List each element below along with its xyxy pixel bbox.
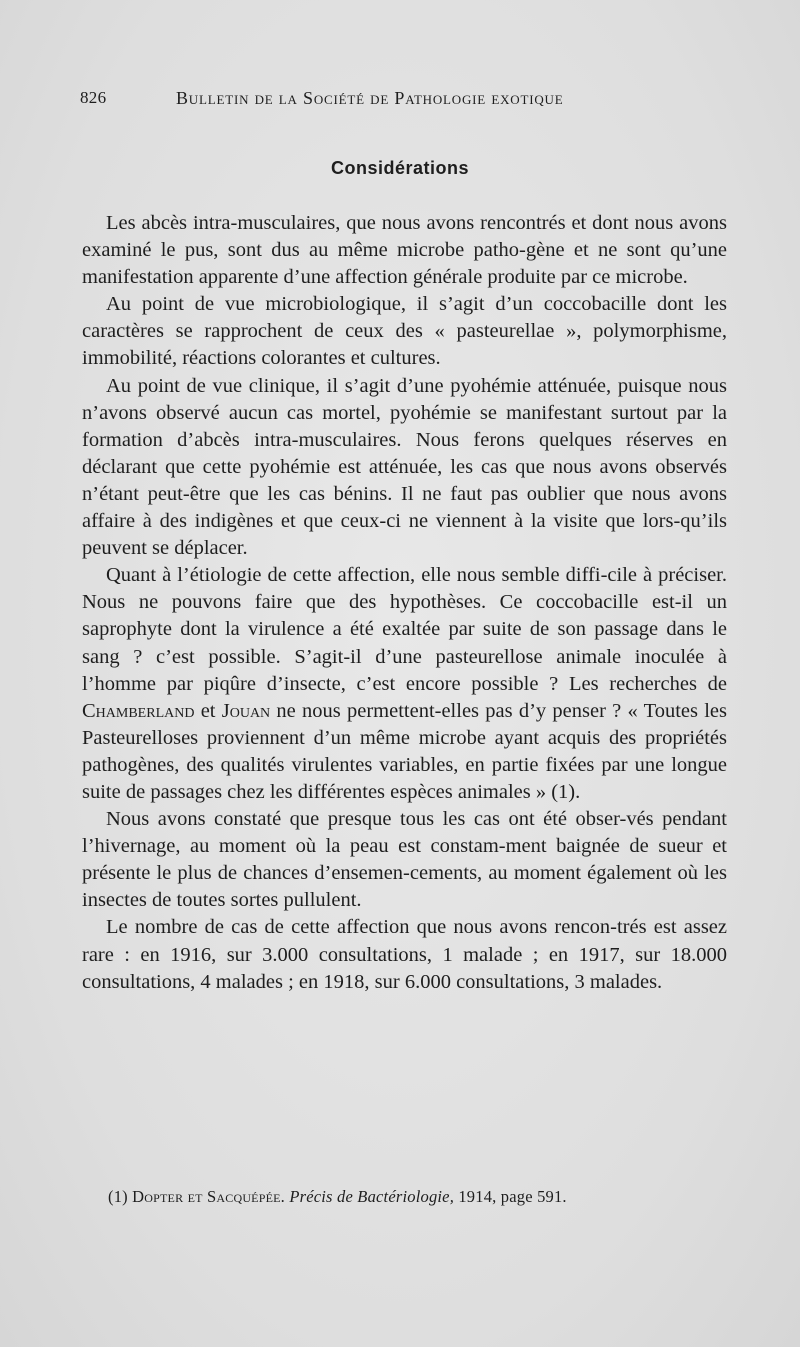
footnote-authors: Dopter et Sacquépée. bbox=[132, 1187, 285, 1206]
journal-title: Bulletin de la Société de Pathologie exotique bbox=[176, 88, 564, 108]
running-header bbox=[80, 88, 720, 114]
footnote-details: 1914, page 591. bbox=[458, 1187, 567, 1206]
body-text bbox=[82, 210, 727, 996]
paragraph-text: ne nous permettent-elles pas d’y penser ? « Toutes les Pasteurelloses proviennent d’un même microbe ayant acquis des propriétés pathogènes, des qualités virulentes variables, en partie fixées par une longue suite de passages chez les différentes espèces animales » (1). bbox=[82, 699, 728, 803]
paragraph: Le nombre de cas de cette affection que nous avons rencon-trés est assez rare : en 1916, sur 3.000 consultations, 1 malade ; en 1917, sur 18.000 consultations, 4 malades ; en 1918, sur 6.000 consultations, 3 malades. bbox=[82, 916, 727, 993]
section-heading: Considérations bbox=[330, 158, 470, 178]
paragraph: Au point de vue microbiologique, il s’agit d’un coccobacille dont les caractères se rapprochent de ceux des « pasteurellae », polymorphisme, immobilité, réactions colorantes et cultures. bbox=[82, 293, 727, 370]
author-name: Chamberland bbox=[82, 699, 195, 722]
author-name: Jouan bbox=[221, 699, 271, 722]
paragraph-text: Quant à l’étiologie de cette affection, elle nous semble diffi-cile à préciser. Nous ne pouvons faire que des hypothèses. Ce coccobacille est-il un saprophyte dont la virulence a été exaltée par suite de son passage dans le sang ? c’est possible. S’agit-il d’une pasteurellose animale inoculée à l’homme par piqûre d’insecte, c’est encore possible ? Les recherches de bbox=[82, 564, 727, 695]
footnote-title: Précis de Bactériologie, bbox=[289, 1187, 455, 1206]
page-number: 826 bbox=[80, 88, 107, 107]
paragraph-text: et bbox=[194, 699, 222, 722]
paragraph: Nous avons constaté que presque tous les cas ont été obser-vés pendant l’hivernage, au moment où la peau est constam-ment baignée de sueur et présente le plus de chances d’ensemen-cements, au moment également où les insectes de toutes sortes pullulent. bbox=[82, 808, 727, 912]
paragraph: Les abcès intra-musculaires, que nous avons rencontrés et dont nous avons examiné le pus, sont dus au même microbe patho-gène et ne sont qu’une manifestation apparente d’une affection générale produite par ce microbe. bbox=[82, 212, 727, 289]
footnote bbox=[108, 1187, 728, 1207]
paragraph bbox=[82, 562, 727, 806]
paragraph: Au point de vue clinique, il s’agit d’une pyohémie atténuée, puisque nous n’avons observé aucun cas mortel, pyohémie se manifestant surtout par la formation d’abcès intra-musculaires. Nous ferons quelques réserves en déclarant que cette pyohémie est atténuée, les cas que nous avons observés n’étant peut-être que les cas bénins. Il ne faut pas oublier que nous avons affaire à des indigènes et que ceux-ci ne viennent à la visite que lors-qu’ils peuvent se déplacer. bbox=[82, 374, 727, 560]
footnote-marker: (1) bbox=[108, 1187, 128, 1206]
